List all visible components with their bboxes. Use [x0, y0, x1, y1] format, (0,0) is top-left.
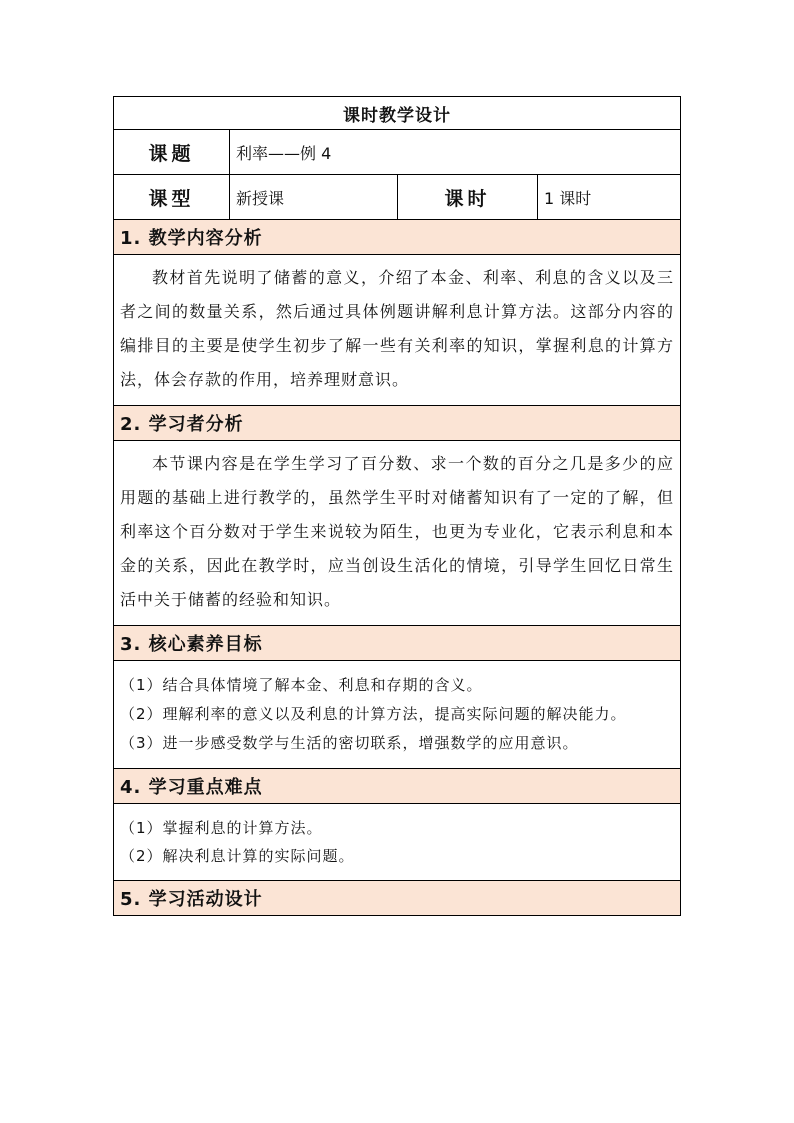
lesson-plan-document	[113, 96, 680, 916]
list-item: （1）结合具体情境了解本金、利息和存期的含义。	[120, 676, 483, 694]
topic-label: 课题	[114, 130, 230, 175]
type-value: 新授课	[230, 175, 398, 220]
type-label: 课型	[114, 175, 230, 220]
section-heading-core-literacy-goals: 3. 核心素养目标	[114, 626, 681, 661]
list-item: （1）掌握利息的计算方法。	[120, 819, 323, 837]
section-body-cell	[114, 804, 681, 881]
section-2-body-row	[114, 441, 681, 626]
section-4-header-row	[114, 769, 681, 804]
lesson-plan-table	[113, 96, 681, 916]
list-item: （2）理解利率的意义以及利息的计算方法，提高实际问题的解决能力。	[120, 705, 627, 723]
section-2-header-row	[114, 406, 681, 441]
section-3-body-row	[114, 661, 681, 769]
section-1-body-row	[114, 255, 681, 406]
section-4-body-row	[114, 804, 681, 881]
section-heading-key-difficult-points: 4. 学习重点难点	[114, 769, 681, 804]
topic-value: 利率——例 4	[230, 130, 681, 175]
learner-analysis-paragraph: 本节课内容是在学生学习了百分数、求一个数的百分之几是多少的应用题的基础上进行教学的，虽然学生平时对储蓄知识有了一定的了解，但利率这个百分数对于学生来说较为陌生，也更为专业化，它表示利息和本金的关系，因此在教学时，应当创设生活化的情境，引导学生回忆日常生活中关于储蓄的经验和知识。	[120, 454, 674, 609]
hours-label: 课时	[398, 175, 538, 220]
type-hours-row	[114, 175, 681, 220]
title-row	[114, 97, 681, 130]
section-body-cell	[114, 255, 681, 406]
hours-value: 1 课时	[538, 175, 681, 220]
section-body-cell	[114, 441, 681, 626]
section-heading-content-analysis: 1. 教学内容分析	[114, 220, 681, 255]
section-heading-learner-analysis: 2. 学习者分析	[114, 406, 681, 441]
section-1-header-row	[114, 220, 681, 255]
section-3-header-row	[114, 626, 681, 661]
list-item: （3）进一步感受数学与生活的密切联系，增强数学的应用意识。	[120, 734, 579, 752]
section-heading-activity-design: 5. 学习活动设计	[114, 881, 681, 916]
section-body-cell	[114, 661, 681, 769]
section-5-header-row	[114, 881, 681, 916]
topic-row	[114, 130, 681, 175]
list-item: （2）解决利息计算的实际问题。	[120, 847, 355, 865]
document-title: 课时教学设计	[114, 97, 681, 130]
content-analysis-paragraph: 教材首先说明了储蓄的意义，介绍了本金、利率、利息的含义以及三者之间的数量关系，然后通过具体例题讲解利息计算方法。这部分内容的编排目的主要是使学生初步了解一些有关利率的知识，掌握利息的计算方法，体会存款的作用，培养理财意识。	[120, 268, 674, 389]
